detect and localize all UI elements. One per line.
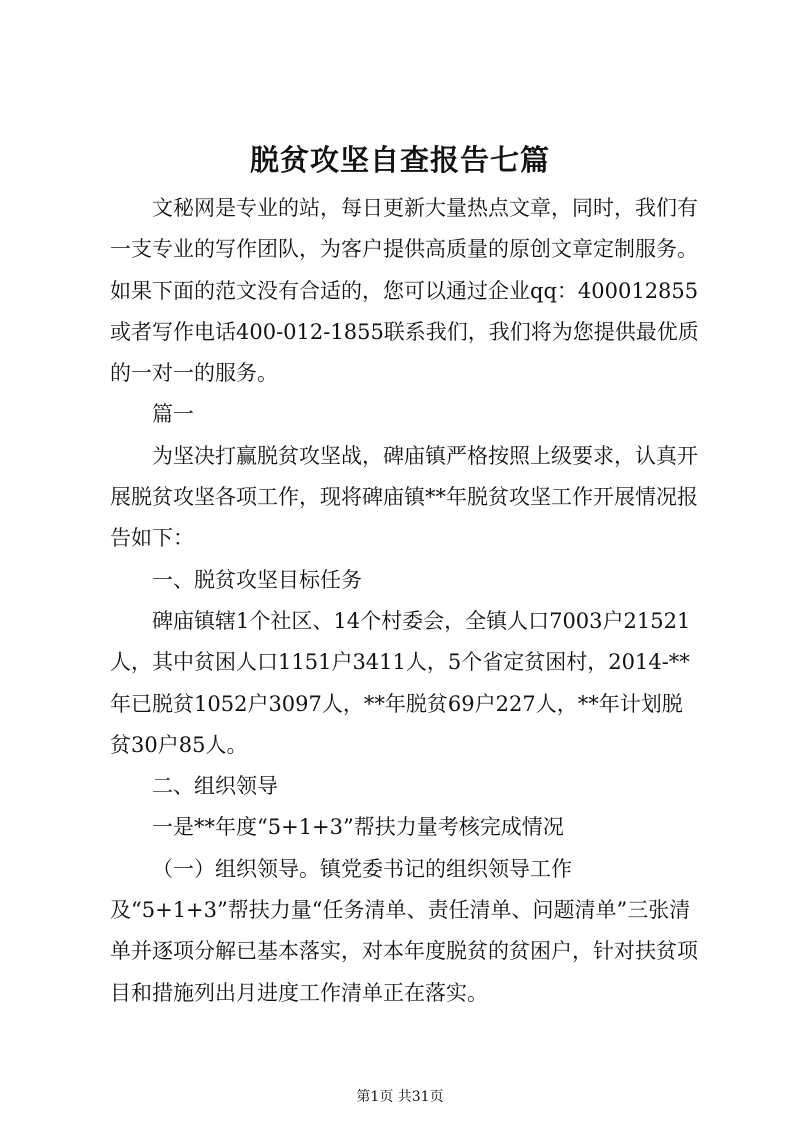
document-title: 脱贫攻坚自查报告七篇 xyxy=(249,143,550,177)
heading-targets: 一、脱贫攻坚目标任务 xyxy=(152,567,362,592)
document-body xyxy=(110,188,700,1014)
page-number-footer: 第1页 共31页 xyxy=(356,1089,444,1105)
opening-paragraph: 为坚决打赢脱贫攻坚战，碑庙镇严格按照上级要求，认真开展脱贫攻坚各项工作，现将碑庙镇**年脱贫攻坚工作开展情况报告如下： xyxy=(110,443,698,551)
targets-paragraph: 碑庙镇辖1个社区、14个村委会，全镇人口7003户21521人，其中贫困人口1151户3411人，5个省定贫困村，2014-**年已脱贫1052户3097人，**年脱贫69户227人，**年计划脱贫30户85人。 xyxy=(110,608,691,757)
heading-organization: 二、组织领导 xyxy=(152,774,278,799)
intro-paragraph: 文秘网是专业的站，每日更新大量热点文章，同时，我们有一支专业的写作团队，为客户提供高质量的原创文章定制服务。如果下面的范文没有合适的，您可以通过企业qq：400012855或者写作电话400-012-1855联系我们，我们将为您提供最优质的一对一的服务。 xyxy=(110,196,699,386)
subheading-assessment: 一是**年度“5+1+3”帮扶力量考核完成情况 xyxy=(152,815,564,840)
organization-paragraph: （一）组织领导。镇党委书记的组织领导工作及“5+1+3”帮扶力量“任务清单、责任清单、问题清单”三张清单并逐项分解已基本落实，对本年度脱贫的贫困户，针对扶贫项目和措施列出月进度工作清单正在落实。 xyxy=(110,856,698,1005)
section-label-part-one: 篇一 xyxy=(152,402,194,427)
